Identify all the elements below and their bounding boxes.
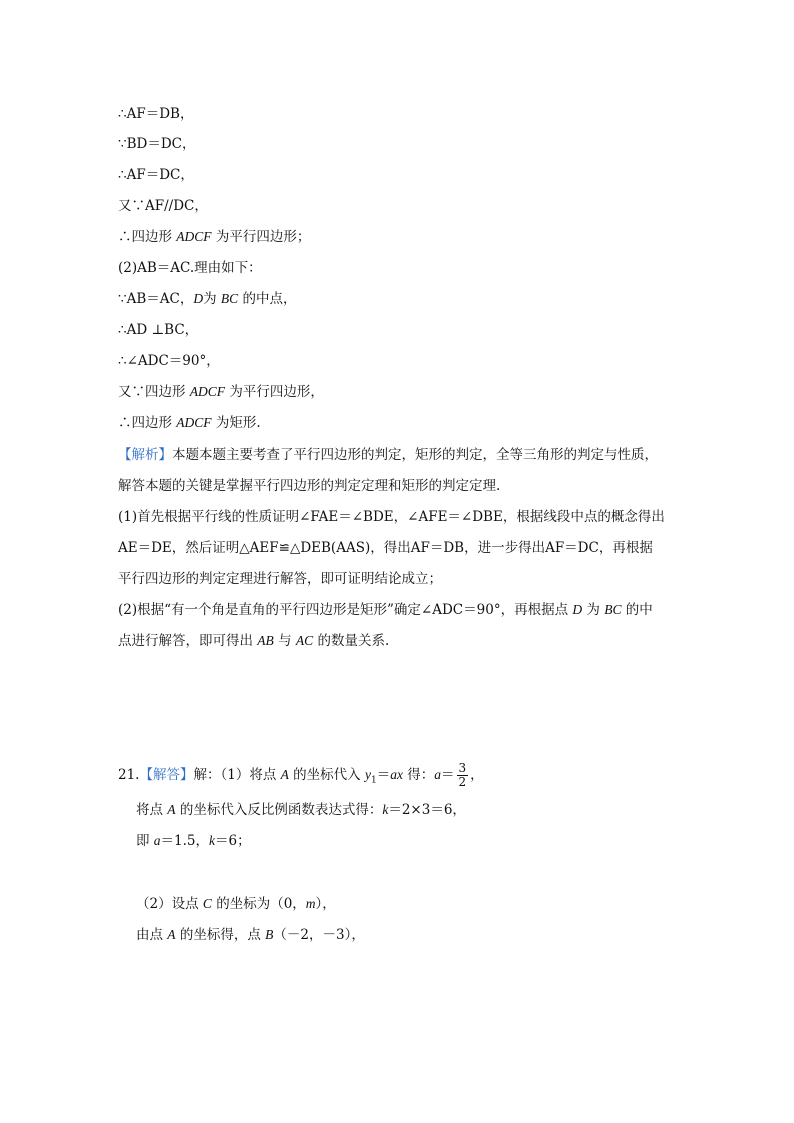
text: 的坐标代入反比例函数表达式得： [175, 802, 383, 818]
math-text: ax [390, 767, 403, 782]
text: 由点 [136, 927, 168, 943]
text: 的坐标为（0， [211, 896, 306, 912]
text: ＝6； [215, 833, 251, 849]
text: 的坐标代入 [288, 767, 365, 783]
question-21-line [136, 831, 251, 851]
math-text: a [434, 767, 441, 782]
fraction [457, 762, 469, 789]
text-line [118, 196, 208, 216]
text-line [118, 382, 324, 402]
text: ＝ [376, 767, 391, 783]
text-line [118, 165, 194, 185]
analysis-line [118, 538, 653, 558]
analysis-line [118, 600, 653, 620]
text: （2）设点 [136, 896, 203, 912]
text-line [118, 351, 220, 371]
text: 解答本题的关键是掌握平行四边形的判定定理和矩形的判定定理. [118, 478, 501, 494]
text: 得： [402, 767, 435, 783]
math-text: k [209, 833, 216, 848]
math-text: A [280, 767, 289, 782]
question-number: 21. [118, 767, 140, 783]
text: 为平行四边形； [211, 229, 311, 245]
text: 又∵四边形 [118, 384, 190, 400]
text: （－2，－3）， [273, 927, 365, 943]
question-21-line [136, 925, 365, 945]
question-21-line [118, 762, 484, 791]
text: 平行四边形的判定定理进行解答，即可证明结论成立； [118, 571, 442, 587]
analysis-tag: 【解析】 [118, 447, 172, 463]
text: 将点 [136, 802, 168, 818]
text: ∴AF＝DC， [118, 167, 194, 183]
text-line [118, 134, 196, 154]
math-text: k [382, 802, 389, 817]
text-line [118, 258, 262, 278]
math-text: B [265, 927, 274, 942]
subscript: 1 [370, 775, 377, 786]
math-text: D [193, 291, 204, 306]
text: 即 [136, 833, 154, 849]
text: 为平行四边形， [225, 384, 324, 400]
analysis-line [118, 476, 500, 496]
analysis-line [118, 569, 442, 589]
text-line [118, 320, 198, 340]
text: ）， [315, 896, 336, 912]
math-text: AC [295, 633, 314, 648]
text: 的中 [621, 602, 653, 618]
fraction-denominator: 2 [458, 775, 467, 789]
text: 为矩形. [211, 415, 261, 431]
text: ∴AF＝DB， [118, 106, 194, 122]
text-line [118, 227, 310, 247]
text: 的坐标得，点 [175, 927, 266, 943]
math-text: a [153, 833, 161, 848]
math-text: ADCF [176, 229, 212, 244]
text: 的中点， [238, 291, 297, 307]
math-text: ADCF [176, 415, 212, 430]
text: ∴AD ⊥BC， [118, 322, 199, 338]
text-line [118, 104, 193, 124]
math-text: A [167, 927, 176, 942]
text: 又∵AF//DC， [118, 198, 208, 214]
math-text: C [202, 896, 212, 911]
text: 与 [273, 633, 296, 649]
text: ， [470, 767, 484, 783]
analysis-line [118, 507, 665, 527]
math-text: A [167, 802, 176, 817]
text: ∵AB＝AC， [118, 291, 194, 307]
math-text: D [572, 602, 583, 617]
text: (1)首先根据平行线的性质证明∠FAE＝∠BDE，∠AFE＝∠DBE，根据线段中点的概念得出 [118, 509, 665, 525]
math-text: BC [220, 291, 239, 306]
math-text: y [364, 767, 371, 782]
text-line [118, 413, 261, 433]
math-text: ADCF [189, 384, 226, 399]
question-21-line [136, 800, 466, 820]
math-text: BC [604, 602, 622, 617]
text: ∴四边形 [118, 415, 177, 431]
math-text: AB [257, 633, 274, 648]
text: 的数量关系. [313, 633, 390, 649]
analysis-line [118, 445, 658, 465]
analysis-line [118, 631, 389, 651]
text: AE＝DE，然后证明△AEF≌△DEB(AAS)，得出AF＝DB，进一步得出AF＝DC，再根据 [118, 540, 653, 556]
text: 为 [203, 291, 221, 307]
text: ＝2×3＝6， [388, 802, 466, 818]
math-text: m [305, 896, 316, 911]
text: ∴∠ADC＝90°， [118, 353, 220, 369]
text: 为 [582, 602, 605, 618]
answer-tag: 【解答】 [139, 767, 194, 783]
text: (2)根据“有一个角是直角的平行四边形是矩形”确定∠ADC＝90°，再根据点 [118, 602, 573, 618]
text: 解：（1）将点 [193, 767, 281, 783]
text: (2)AB＝AC.理由如下： [118, 260, 262, 276]
text: ＝1.5， [160, 833, 210, 849]
question-21-line [136, 894, 336, 914]
text: 本题本题主要考查了平行四边形的判定，矩形的判定，全等三角形的判定与性质， [172, 447, 658, 463]
text-line [118, 289, 296, 309]
text: ∴四边形 [118, 229, 177, 245]
text: ＝ [441, 767, 455, 783]
fraction-numerator: 3 [458, 761, 467, 775]
text: ∵BD＝DC， [118, 136, 196, 152]
text: 点进行解答，即可得出 [118, 633, 258, 649]
